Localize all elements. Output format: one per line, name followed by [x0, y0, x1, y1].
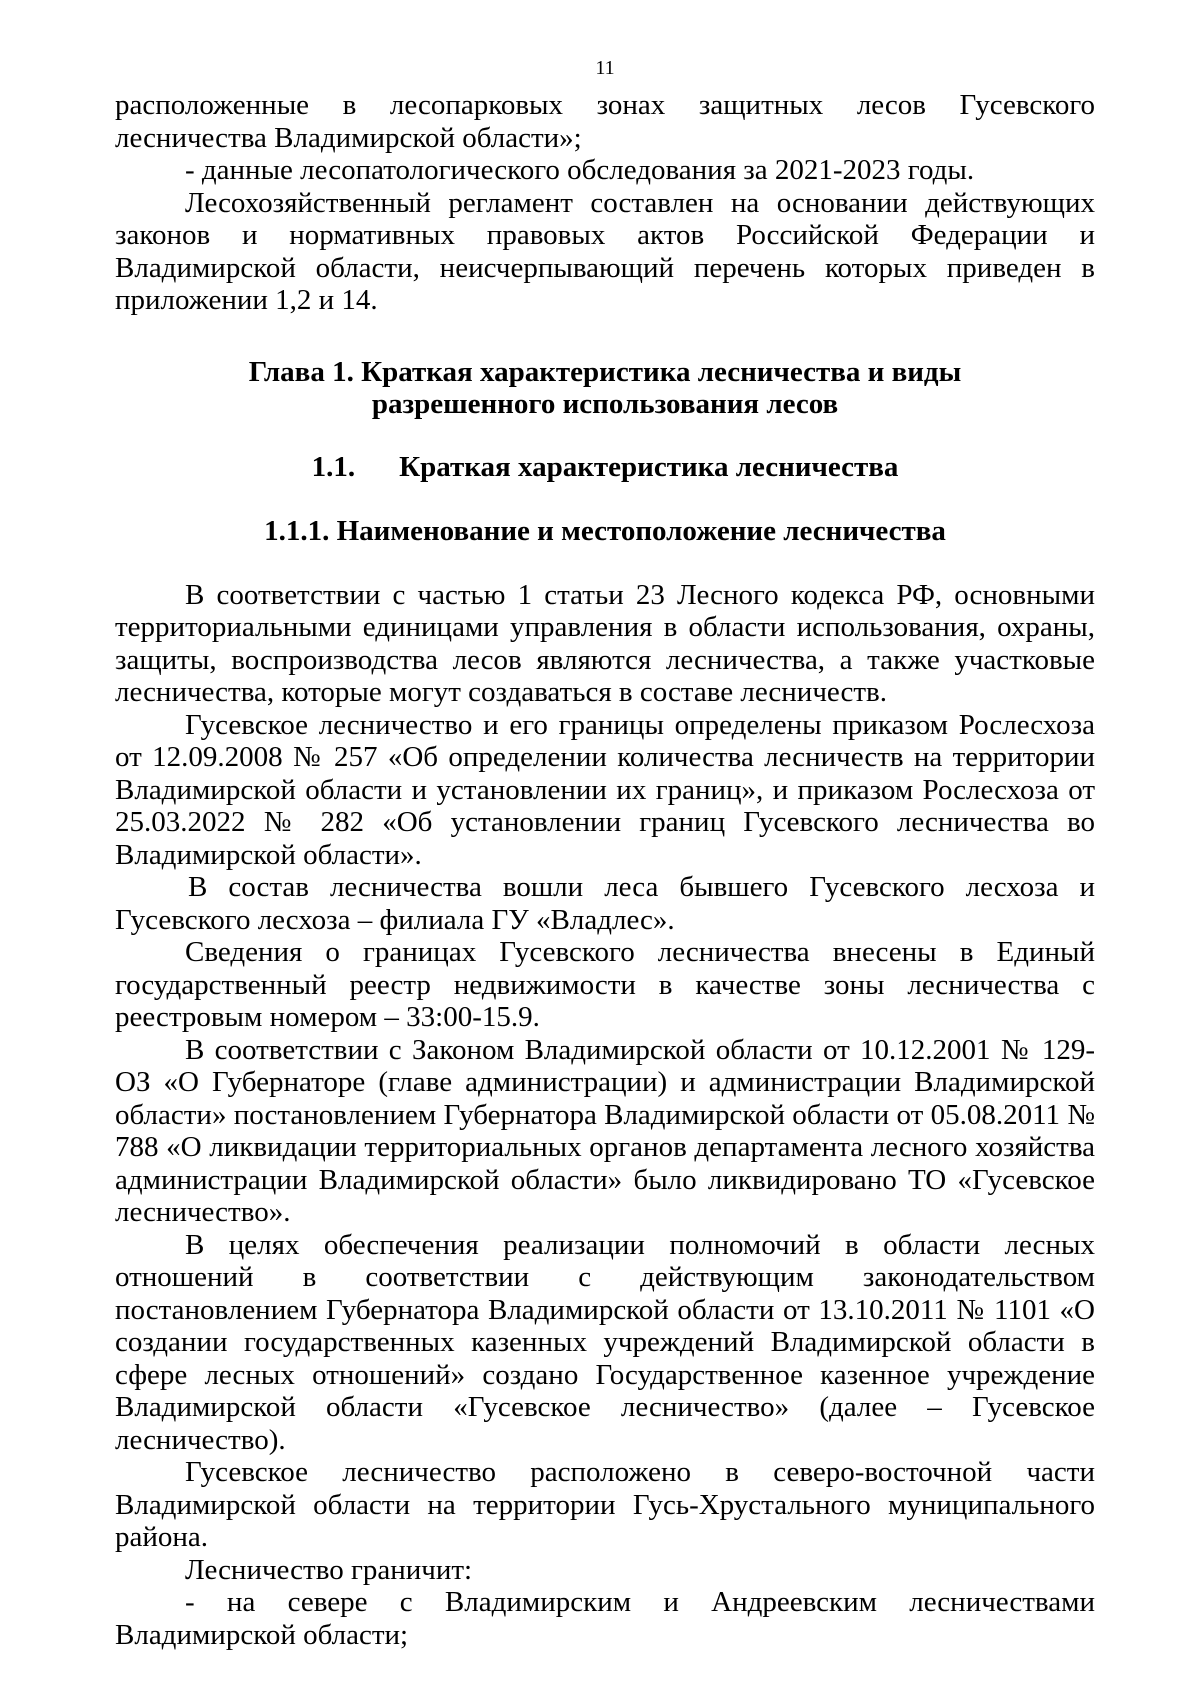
- body-paragraph-borders-intro: Лесничество граничит:: [185, 1553, 473, 1586]
- document-page: [115, 56, 1095, 1651]
- body-paragraph-liquidation: В соответствии с Законом Владимирской области от 10.12.2001 № 129-ОЗ «О Губернаторе (главе администрации) и администрации Владимирской области» постановлением Губернатора Владимирской области от 05.08.2011 № 788 «О ликвидации территориальных органов департамента лесного хозяйства администрации Владимирской области» было ликвидировано ТО «Гусевское лесничество».: [115, 1033, 1095, 1228]
- survey-data-bullet: - данные лесопатологического обследования за 2021-2023 годы.: [185, 154, 975, 186]
- subsection-heading: 1.1.1. Наименование и местоположение лесничества: [264, 515, 946, 547]
- section-title: Краткая характеристика лесничества: [399, 450, 899, 483]
- section-number: 1.1.: [311, 450, 356, 483]
- body-paragraph-institution-creation: В целях обеспечения реализации полномочий в области лесных отношений в соответствии с действующим законодательством постановлением Губернатора Владимирской области от 13.10.2011 № 1101 «О создании государственных казенных учреждений Владимирской области в сфере лесных отношений» создано Государственное казенное учреждение Владимирской области «Гусевское лесничество» (далее – Гусевское лесничество).: [115, 1228, 1095, 1456]
- chapter-heading-line1: Глава 1. Краткая характеристика лесничества и виды: [248, 355, 962, 388]
- body-paragraph-location: Гусевское лесничество расположено в северо-восточной части Владимирской области на территории Гусь-Хрустального муниципального района.: [115, 1456, 1095, 1553]
- body-bullet-north-border: - на севере с Владимирским и Андреевским лесничествами Владимирской области;: [115, 1586, 1095, 1651]
- body-paragraph-forestry-units: В соответствии с частью 1 статьи 23 Лесного кодекса РФ, основными территориальными единицами управления в области использования, охраны, защиты, воспроизводства лесов являются лесничества, а также участковые лесничества, которые могут создаваться в составе лесничеств.: [115, 578, 1095, 708]
- chapter-heading: [115, 356, 1095, 421]
- intro-continuation-paragraph: расположенные в лесопарковых зонах защитных лесов Гусевского лесничества Владимирской области»;: [115, 89, 1095, 154]
- page-number: 11: [595, 57, 615, 79]
- body-paragraph-registry: Сведения о границах Гусевского лесничества внесены в Единый государственный реестр недвижимости в качестве зоны лесничества с реестровым номером – 33:00-15.9.: [115, 936, 1095, 1033]
- section-heading: [115, 451, 1095, 484]
- chapter-heading-line2: разрешенного использования лесов: [371, 388, 839, 420]
- body-paragraph-composition: В состав лесничества вошли леса бывшего Гусевского лесхоза и Гусевского лесхоза – филиала ГУ «Владлес».: [115, 871, 1095, 936]
- body-paragraph-boundaries-orders: Гусевское лесничество и его границы определены приказом Рослесхоза от 12.09.2008 № 257 «Об определении количества лесничеств на территории Владимирской области и установлении их границ», и приказом Рослесхоза от 25.03.2022 № 282 «Об установлении границ Гусевского лесничества во Владимирской области».: [115, 708, 1095, 871]
- regulation-basis-paragraph: Лесохозяйственный регламент составлен на основании действующих законов и нормативных правовых актов Российской Федерации и Владимирской области, неисчерпывающий перечень которых приведен в приложении 1,2 и 14.: [115, 186, 1095, 316]
